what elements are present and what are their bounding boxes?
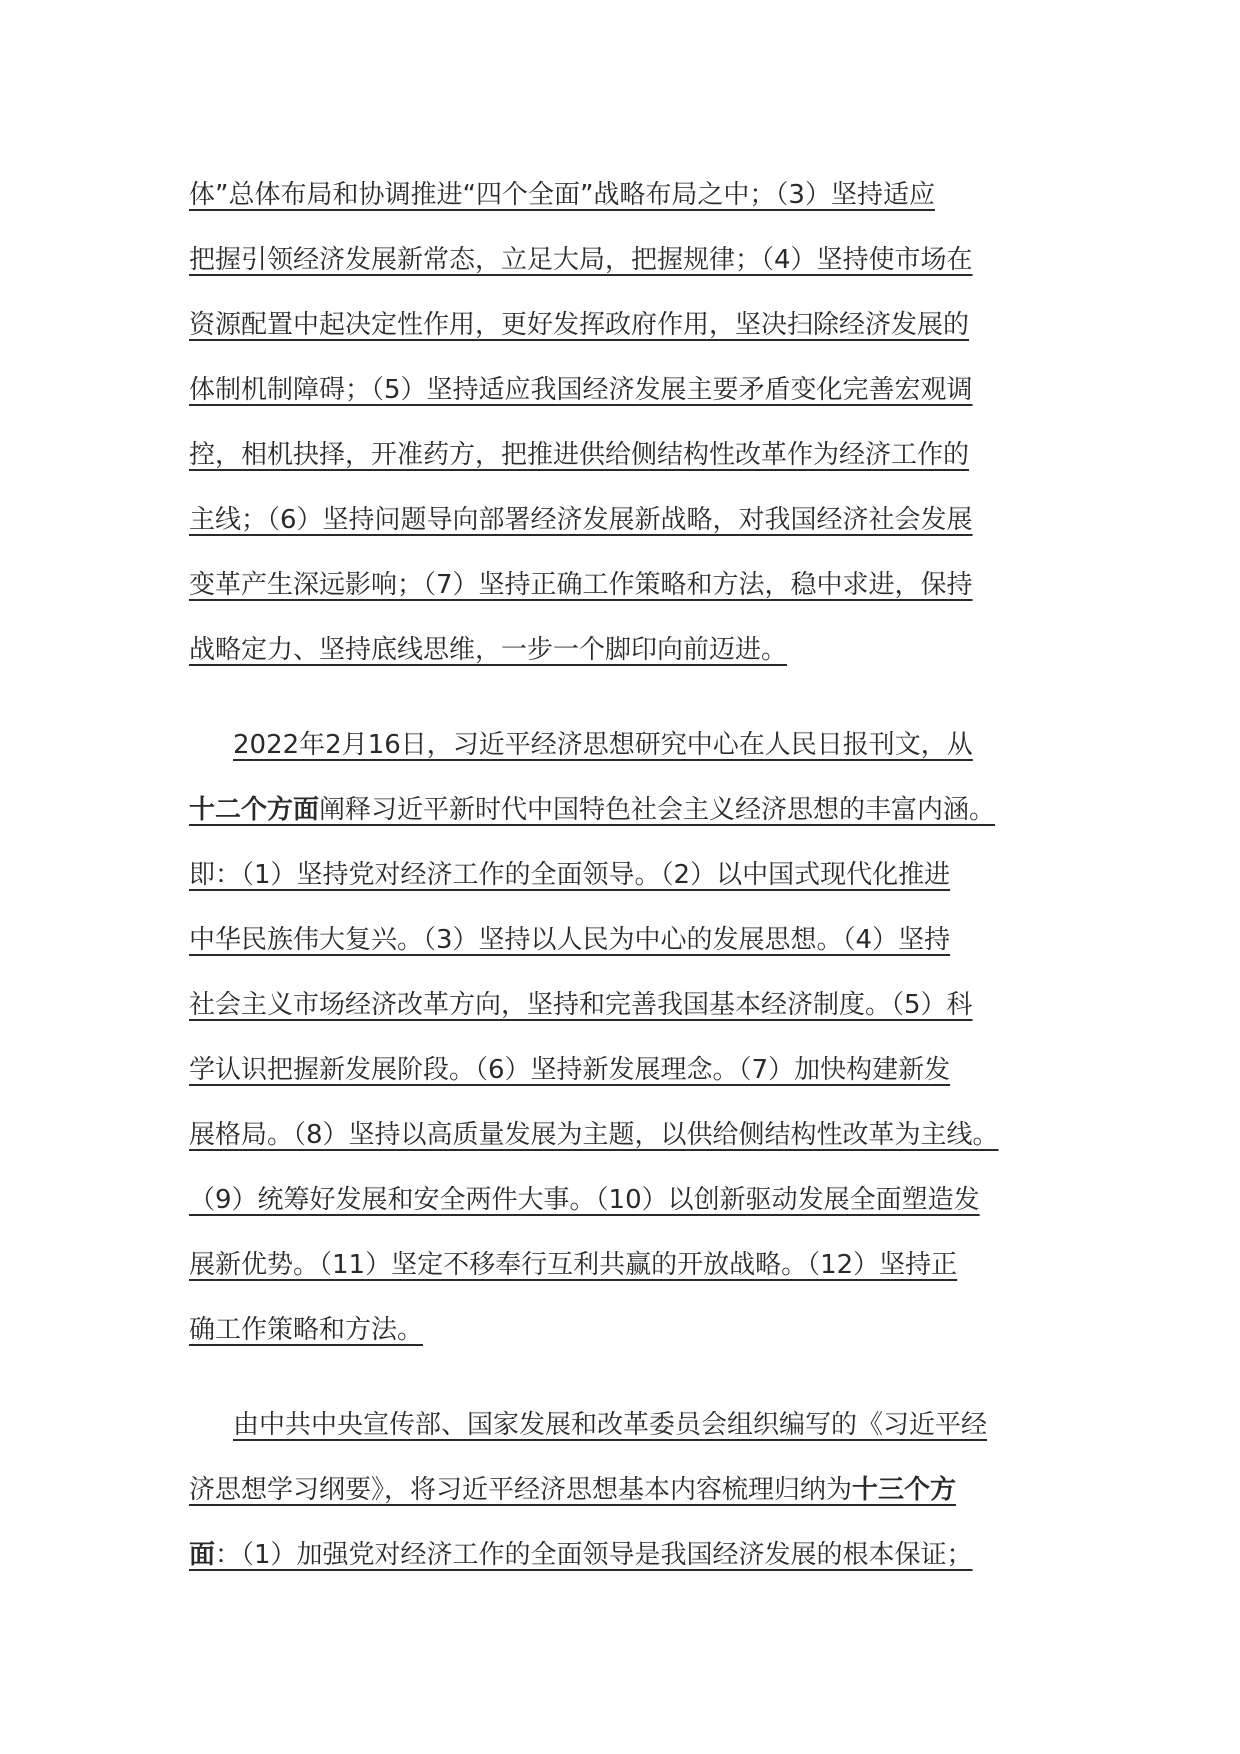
text-fragment: ：（1）加强党对经济工作的全面领导是我国经济发展的根本保证； [215,1540,973,1570]
text-line: 学认识把握新发展阶段。（6）坚持新发展理念。（7）加快构建新发 [189,1055,951,1085]
text-line: 主线；（6）坚持问题导向部署经济发展新战略，对我国经济社会发展 [189,505,973,535]
text-line: 变革产生深远影响；（7）坚持正确工作策略和方法，稳中求进，保持 [189,570,973,600]
paragraph-thirteen-aspects [189,1393,987,1588]
paragraph-principles-continued [189,163,973,683]
text-line [189,1458,987,1523]
text-line: 战略定力、坚持底线思维，一步一个脚印向前迈进。 [189,635,788,665]
bold-phrase: 十三个方 [852,1475,957,1505]
text-line: 中华民族伟大复兴。（3）坚持以人民为中心的发展思想。（4）坚持 [189,925,951,955]
text-line: 把握引领经济发展新常态，立足大局，把握规律；（4）坚持使市场在 [189,245,973,275]
text-fragment: 阐释习近平新时代中国特色社会主义经济思想的丰富内涵。 [319,795,996,825]
text-fragment: 济思想学习纲要》，将习近平经济思想基本内容梳理归纳为 [189,1475,853,1505]
bold-phrase: 十二个方面 [189,795,320,825]
paragraph-twelve-aspects [189,713,999,1363]
text-line: 确工作策略和方法。 [189,1315,424,1345]
bold-phrase: 面 [189,1540,216,1570]
text-line: 体制机制障碍；（5）坚持适应我国经济发展主要矛盾变化完善宏观调 [189,375,973,405]
text-line [189,778,999,843]
text-line: 体”总体布局和协调推进“四个全面”战略布局之中；（3）坚持适应 [189,180,935,210]
text-line: 即：（1）坚持党对经济工作的全面领导。（2）以中国式现代化推进 [189,860,951,890]
text-line: （9）统筹好发展和安全两件大事。（10）以创新驱动发展全面塑造发 [189,1185,980,1215]
text-line: 资源配置中起决定性作用，更好发挥政府作用，坚决扫除经济发展的 [189,310,970,340]
text-line: 展格局。（8）坚持以高质量发展为主题，以供给侧结构性改革为主线。 [189,1120,999,1150]
text-line: 由中共中央宣传部、国家发展和改革委员会组织编写的《习近平经 [233,1410,988,1440]
text-line: 社会主义市场经济改革方向，坚持和完善我国基本经济制度。（5）科 [189,990,973,1020]
text-line: 控，相机抉择，开准药方，把推进供给侧结构性改革作为经济工作的 [189,440,970,470]
text-line [189,1523,987,1588]
text-line: 2022年2月16日，习近平经济思想研究中心在人民日报刊文，从 [233,730,973,760]
text-line: 展新优势。（11）坚定不移奉行互利共赢的开放战略。（12）坚持正 [189,1250,958,1280]
